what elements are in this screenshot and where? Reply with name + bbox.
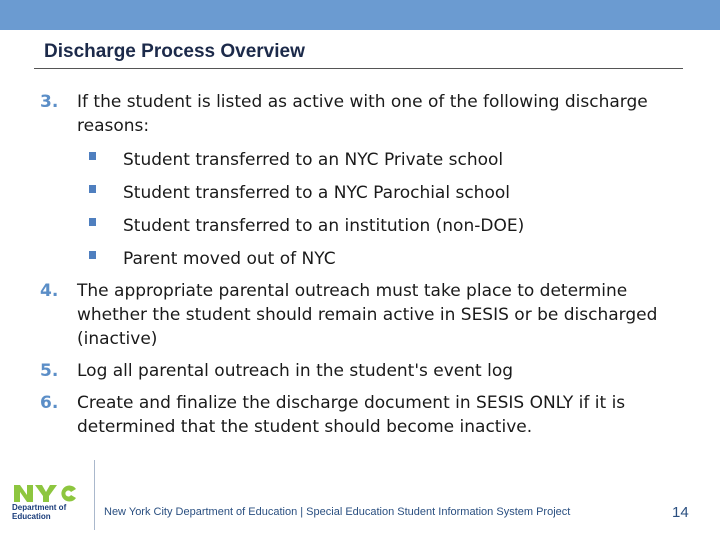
sub-bullet: [77, 247, 680, 271]
item-number: 6.: [40, 393, 59, 413]
nyc-doe-logo: [12, 482, 92, 532]
page-number: 14: [672, 504, 689, 521]
list-item-4: [40, 279, 680, 351]
item-text: Log all parental outreach in the student's event log: [77, 361, 514, 381]
square-bullet-icon: [89, 152, 96, 160]
footer-text: New York City Department of Education | Special Education Student Information System Project: [104, 506, 571, 518]
item-number: 3.: [40, 92, 59, 112]
sub-bullet-text: Student transferred to a NYC Parochial school: [123, 183, 510, 203]
square-bullet-icon: [89, 185, 96, 193]
title-divider: [34, 68, 683, 69]
slide-content: [40, 90, 680, 439]
list-item-5: [40, 359, 680, 383]
item-number: 5.: [40, 361, 59, 381]
sub-bullet-list: [77, 148, 680, 271]
sub-bullet-text: Student transferred to an NYC Private school: [123, 150, 504, 170]
square-bullet-icon: [89, 218, 96, 226]
item-text: The appropriate parental outreach must take place to determine whether the student should remain active in SESIS or be discharged (inactive): [77, 281, 658, 349]
sub-bullet: [77, 181, 680, 214]
list-item-3: [40, 90, 680, 271]
sub-bullet-text: Parent moved out of NYC: [123, 249, 336, 269]
item-text: Create and finalize the discharge document in SESIS ONLY if it is determined that the student should become inactive.: [77, 393, 626, 437]
square-bullet-icon: [89, 251, 96, 259]
slide-title: Discharge Process Overview: [44, 41, 305, 62]
sub-bullet: [77, 214, 680, 247]
sub-bullet-text: Student transferred to an institution (non-DOE): [123, 216, 525, 236]
footer-divider: [94, 460, 95, 530]
sub-bullet: [77, 148, 680, 181]
nyc-logo-icon: [12, 482, 90, 504]
header-band: [0, 0, 720, 30]
logo-caption: Department of Education: [12, 503, 67, 521]
item-text: If the student is listed as active with one of the following discharge reasons:: [77, 92, 648, 136]
list-item-6: [40, 391, 680, 439]
item-number: 4.: [40, 281, 59, 301]
